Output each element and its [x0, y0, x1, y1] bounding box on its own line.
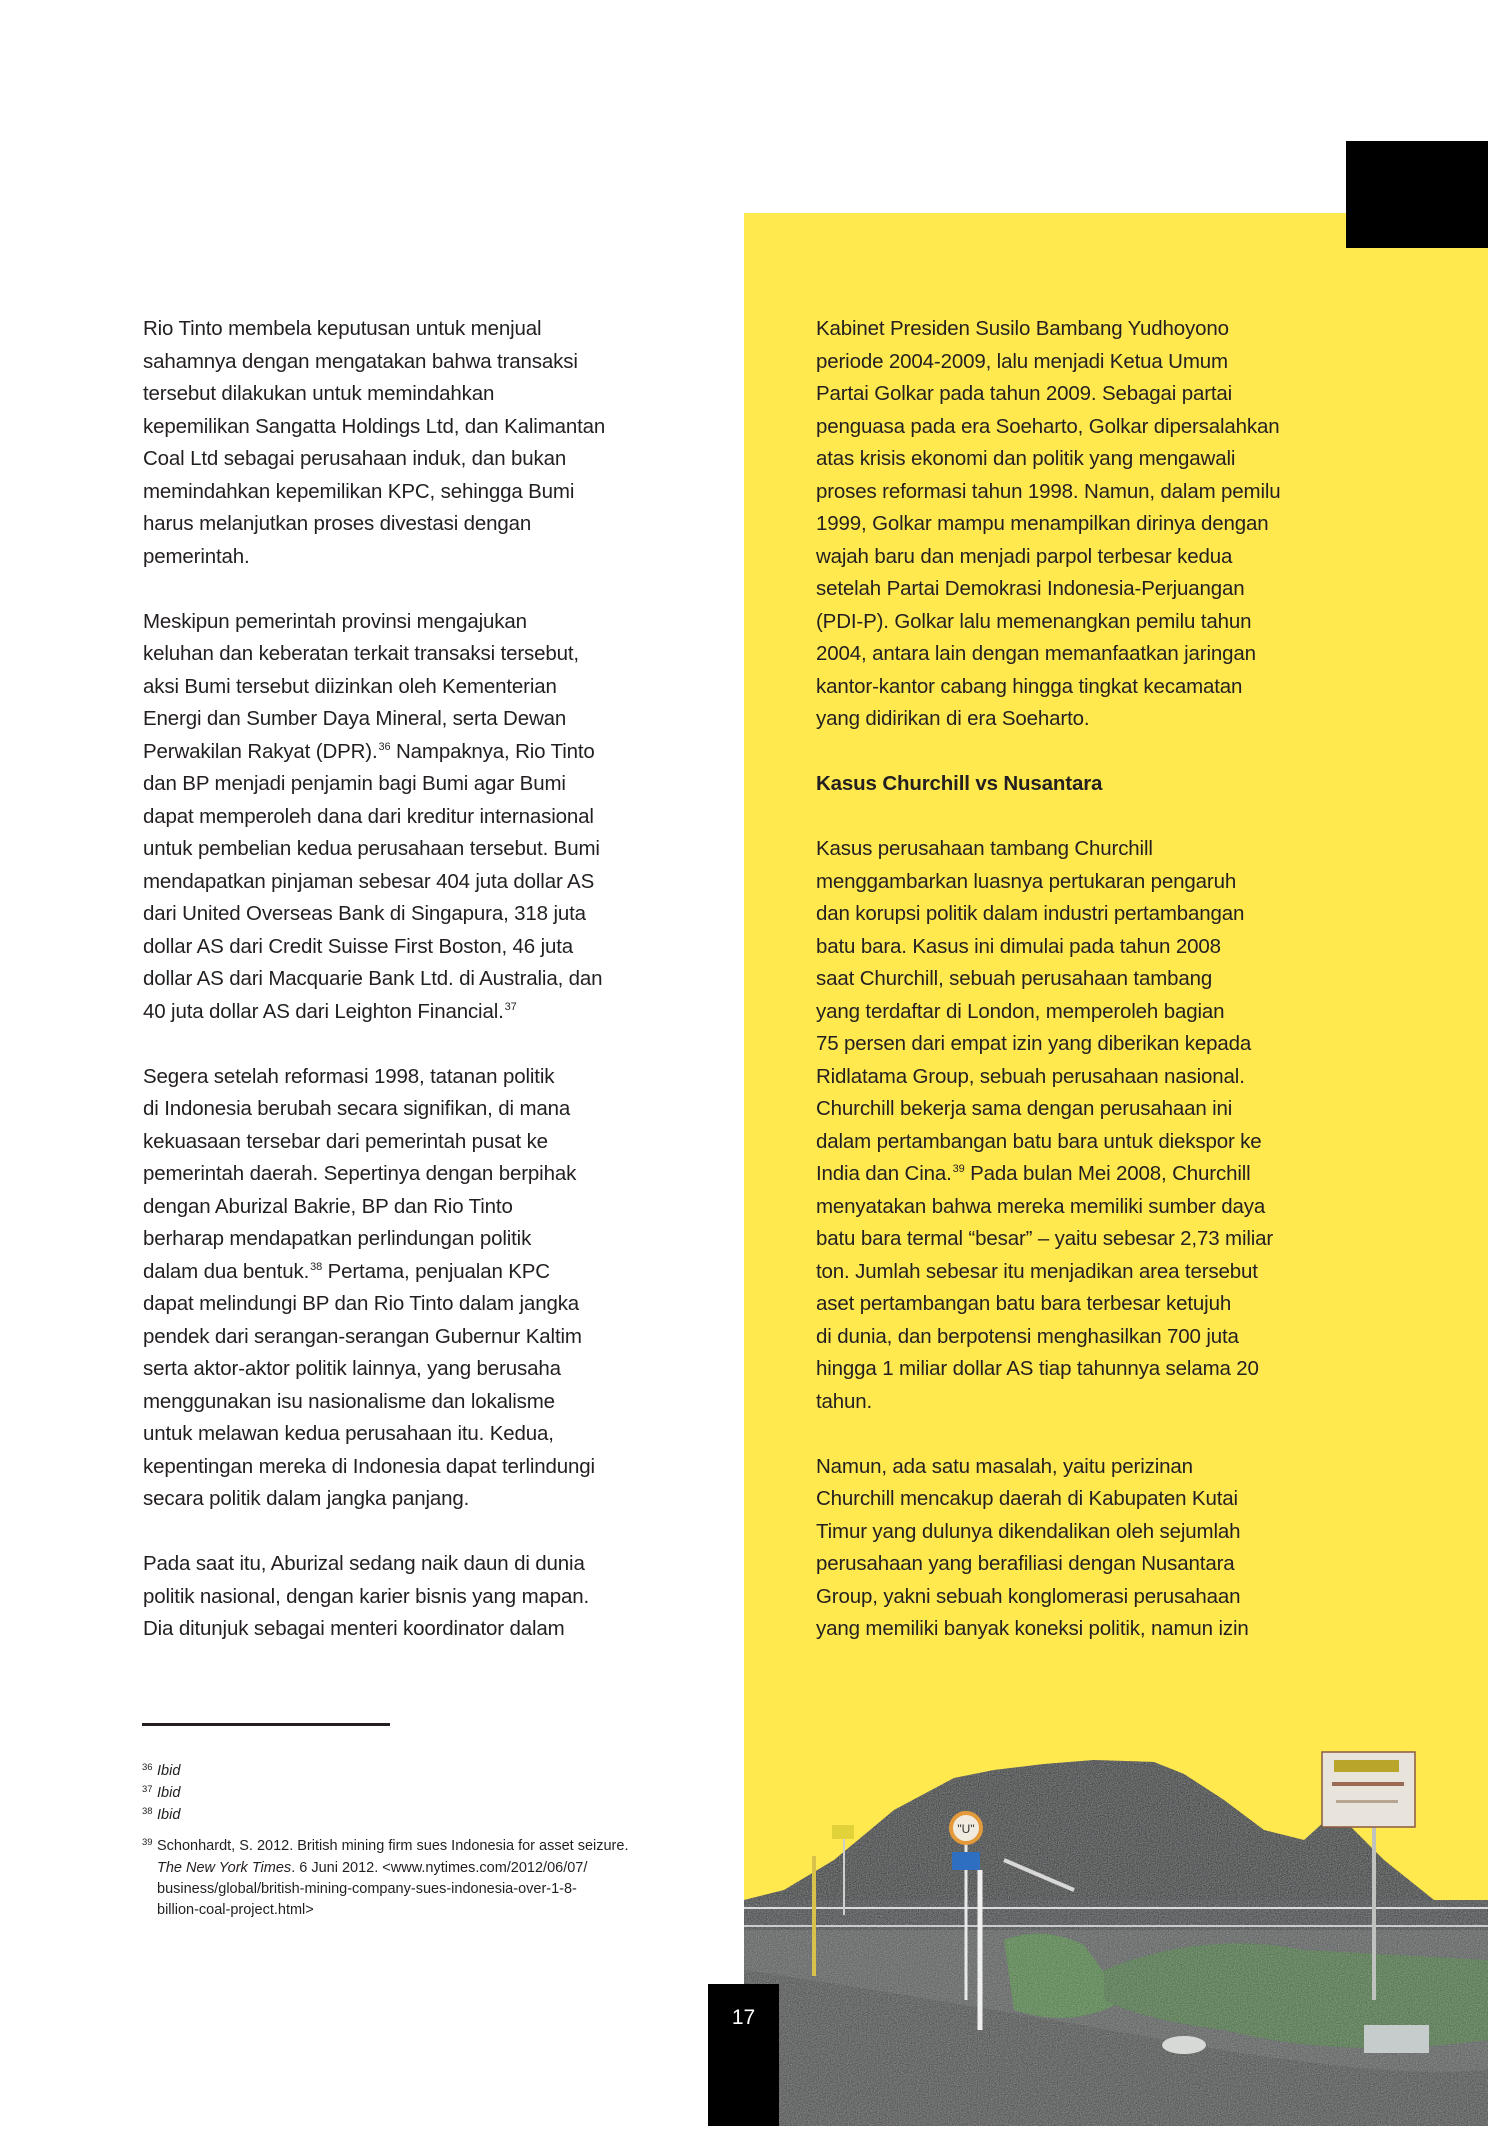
paragraph-gap [816, 1418, 1356, 1451]
text-line: penguasa pada era Soeharto, Golkar dipersalahkan [816, 414, 1280, 438]
footnote-39-line [142, 1858, 742, 1879]
text-line: dapat melindungi BP dan Rio Tinto dalam jangka [143, 1292, 580, 1315]
text-line: proses reformasi tahun 1998. Namun, dalam pemilu [816, 479, 1281, 503]
text-line: dari United Overseas Bank di Singapura, 318 juta [143, 902, 586, 925]
page-number-box [708, 1984, 779, 2126]
text-line: aksi Bumi tersebut diizinkan oleh Kementerian [143, 674, 557, 698]
sign-circle-text: "U" [957, 1822, 975, 1836]
text-line: menyatakan bahwa mereka memiliki sumber daya [816, 1194, 1266, 1218]
paragraph-gap [816, 736, 1356, 769]
text-line: di dunia, dan berpotensi menghasilkan 700 juta [816, 1324, 1239, 1348]
text-fragment: Perwakilan Rakyat (DPR). [143, 739, 378, 763]
text-line: aset pertambangan batu bara terbesar ketujuh [816, 1292, 1232, 1315]
text-line: memindahkan kepemilikan KPC, sehingga Bumi [143, 479, 575, 503]
footnote-text: Ibid [157, 1785, 181, 1801]
text-line: Group, yakni sebuah konglomerasi perusahaan [816, 1584, 1241, 1608]
text-line: dan BP menjadi penjamin bagi Bumi agar Bumi [143, 772, 566, 795]
footnote-ref-36[interactable]: 36 [378, 740, 391, 753]
footnotes [142, 1761, 742, 1921]
paragraph-gap [143, 1516, 683, 1549]
text-line: Partai Golkar pada tahun 2009. Sebagai partai [816, 382, 1233, 405]
text-line: Dia ditunjuk sebagai menteri koordinator dalam [143, 1617, 565, 1640]
text-line: saat Churchill, sebuah perusahaan tambang [816, 967, 1213, 990]
text-line: tersebut dilakukan untuk memindahkan [143, 382, 495, 405]
text-line: harus melanjutkan proses divestasi dengan [143, 512, 532, 535]
text-line: Timur yang dulunya dikendalikan oleh sejumlah [816, 1519, 1241, 1543]
paragraph-pada-saat-itu [143, 1548, 683, 1646]
text-line: Churchill mencakup daerah di Kabupaten Kutai [816, 1487, 1238, 1510]
text-fragment: 40 juta dollar AS dari Leighton Financial. [143, 999, 504, 1023]
footnote-divider [142, 1723, 390, 1726]
text-line: mendapatkan pinjaman sebesar 404 juta dollar AS [143, 869, 595, 893]
text-line: dalam pertambangan batu bara untuk diekspor ke [816, 1129, 1262, 1153]
text-line: (PDI-P). Golkar lalu memenangkan pemilu tahun [816, 609, 1252, 633]
section-heading: Kasus Churchill vs Nusantara [816, 772, 1103, 795]
text-line: yang memiliki banyak koneksi politik, namun izin [816, 1617, 1249, 1640]
text-line: dengan Aburizal Bakrie, BP dan Rio Tinto [143, 1194, 513, 1218]
paragraph-kasus-churchill [816, 833, 1356, 1418]
footnote-38 [142, 1805, 742, 1827]
text-fragment: dalam dua bentuk. [143, 1259, 310, 1283]
text-line: perusahaan yang berafiliasi dengan Nusantara [816, 1552, 1235, 1575]
text-line: atas krisis ekonomi dan politik yang mengawali [816, 447, 1236, 470]
text-line: pendek dari serangan-serangan Gubernur Kaltim [143, 1324, 582, 1348]
text-line: dollar AS dari Credit Suisse First Boston, 46 juta [143, 934, 574, 958]
text-line: kepentingan mereka di Indonesia dapat terlindungi [143, 1454, 595, 1478]
text-line: Rio Tinto membela keputusan untuk menjual [143, 317, 542, 340]
text-line: periode 2004-2009, lalu menjadi Ketua Umum [816, 349, 1228, 373]
text-line: di Indonesia berubah secara signifikan, di mana [143, 1097, 571, 1120]
text-line: hingga 1 miliar dollar AS tiap tahunnya selama 20 [816, 1357, 1259, 1380]
paragraph-gap [143, 1028, 683, 1061]
text-line: yang terdaftar di London, memperoleh bagian [816, 999, 1225, 1023]
text-line: batu bara. Kasus ini dimulai pada tahun 2008 [816, 934, 1221, 958]
publication-title: The New York Times [157, 1860, 292, 1876]
text-line: kekuasaan tersebar dari pemerintah pusat ke [143, 1129, 548, 1153]
page-number: 17 [731, 2006, 756, 2029]
paragraph-rio-tinto [143, 313, 683, 573]
text-fragment: Pertama, penjualan KPC [322, 1259, 550, 1283]
text-line: dollar AS dari Macquarie Bank Ltd. di Australia, dan [143, 967, 603, 990]
footnote-text: Ibid [157, 1807, 181, 1823]
paragraph-kabinet [816, 313, 1356, 736]
text-line: ton. Jumlah sebesar itu menjadikan area tersebut [816, 1259, 1258, 1283]
coal-stockpile-photo [744, 1740, 1488, 2126]
text-line: Namun, ada satu masalah, yaitu perizinan [816, 1454, 1193, 1478]
text-line: tahun. [816, 1389, 873, 1413]
left-column [143, 313, 683, 1646]
text-line: dapat memperoleh dana dari kreditur internasional [143, 804, 594, 828]
text-line: wajah baru dan menjadi parpol terbesar kedua [816, 544, 1233, 568]
text-line: kepemilikan Sangatta Holdings Ltd, dan Kalimantan [143, 414, 606, 438]
text-line: Kabinet Presiden Susilo Bambang Yudhoyono [816, 317, 1229, 340]
footnote-number: 39 [142, 1837, 153, 1848]
text-line [816, 1158, 1356, 1191]
text-fragment: Nampaknya, Rio Tinto [390, 739, 595, 763]
text-line: dan korupsi politik dalam industri pertambangan [816, 902, 1245, 925]
footnote-number: 37 [142, 1784, 153, 1795]
footnote-text: . 6 Juni 2012. <www.nytimes.com/2012/06/07/ [291, 1860, 588, 1876]
text-line: kantor-kantor cabang hingga tingkat kecamatan [816, 674, 1243, 698]
paragraph-namun [816, 1451, 1356, 1646]
corner-black-block [1346, 141, 1488, 248]
text-line: Energi dan Sumber Daya Mineral, serta Dewan [143, 707, 567, 730]
text-line: serta aktor-aktor politik lainnya, yang berusaha [143, 1357, 561, 1380]
text-line: pemerintah. [143, 544, 250, 568]
footnote-number: 38 [142, 1806, 153, 1817]
footnote-text: Schonhardt, S. 2012. British mining firm sues Indonesia for asset seizure. [157, 1838, 629, 1854]
photo-illustration [744, 1740, 1488, 2126]
text-line: untuk pembelian kedua perusahaan tersebut. Bumi [143, 837, 600, 860]
text-line: menggambarkan luasnya pertukaran pengaruh [816, 869, 1237, 893]
paragraph-gap [816, 801, 1356, 834]
text-line: Churchill bekerja sama dengan perusahaan ini [816, 1097, 1233, 1120]
text-line: secara politik dalam jangka panjang. [143, 1487, 470, 1510]
footnote-39 [142, 1836, 742, 1858]
footnote-ref-37[interactable]: 37 [504, 1000, 517, 1013]
footnote-url-line[interactable]: billion-coal-project.html> [157, 1902, 314, 1918]
text-line [143, 996, 683, 1029]
text-line: politik nasional, dengan karier bisnis yang mapan. [143, 1584, 590, 1608]
text-line: Segera setelah reformasi 1998, tatanan politik [143, 1064, 555, 1088]
text-line: pemerintah daerah. Sepertinya dengan berpihak [143, 1162, 577, 1185]
text-line: batu bara termal “besar” – yaitu sebesar 2,73 miliar [816, 1227, 1274, 1250]
right-column [816, 313, 1356, 1646]
text-line: sahamnya dengan mengatakan bahwa transaksi [143, 349, 578, 373]
text-line: untuk melawan kedua perusahaan itu. Kedua, [143, 1422, 554, 1445]
text-fragment: India dan Cina. [816, 1162, 952, 1185]
footnote-ref-39[interactable]: 39 [952, 1163, 965, 1175]
paragraph-meskipun [143, 606, 683, 1029]
footnote-37 [142, 1783, 742, 1805]
footnote-ref-38[interactable]: 38 [310, 1260, 323, 1273]
text-line [143, 1256, 683, 1289]
paragraph-gap [143, 573, 683, 606]
text-line: 2004, antara lain dengan memanfaatkan jaringan [816, 642, 1256, 665]
text-line: keluhan dan keberatan terkait transaksi tersebut, [143, 642, 579, 665]
footnote-text: Ibid [157, 1763, 181, 1779]
text-line: Coal Ltd sebagai perusahaan induk, dan bukan [143, 447, 567, 470]
text-line: 75 persen dari empat izin yang diberikan kepada [816, 1032, 1252, 1055]
paragraph-segera [143, 1061, 683, 1516]
text-fragment: Pada bulan Mei 2008, Churchill [964, 1162, 1251, 1185]
text-line: Kasus perusahaan tambang Churchill [816, 837, 1153, 860]
text-line: yang didirikan di era Soeharto. [816, 707, 1090, 730]
text-line: setelah Partai Demokrasi Indonesia-Perjuangan [816, 577, 1245, 600]
text-line: berharap mendapatkan perlindungan politik [143, 1227, 532, 1250]
footnote-number: 36 [142, 1762, 153, 1773]
text-line [143, 736, 683, 769]
text-line: menggunakan isu nasionalisme dan lokalisme [143, 1389, 555, 1413]
footnote-url-line[interactable]: business/global/british-mining-company-sues-indonesia-over-1-8- [157, 1881, 577, 1897]
text-line: 1999, Golkar mampu menampilkan dirinya dengan [816, 512, 1269, 535]
footnote-36 [142, 1761, 742, 1783]
text-line: Pada saat itu, Aburizal sedang naik daun di dunia [143, 1552, 585, 1575]
text-line: Meskipun pemerintah provinsi mengajukan [143, 609, 527, 633]
text-line: Ridlatama Group, sebuah perusahaan nasional. [816, 1064, 1245, 1088]
